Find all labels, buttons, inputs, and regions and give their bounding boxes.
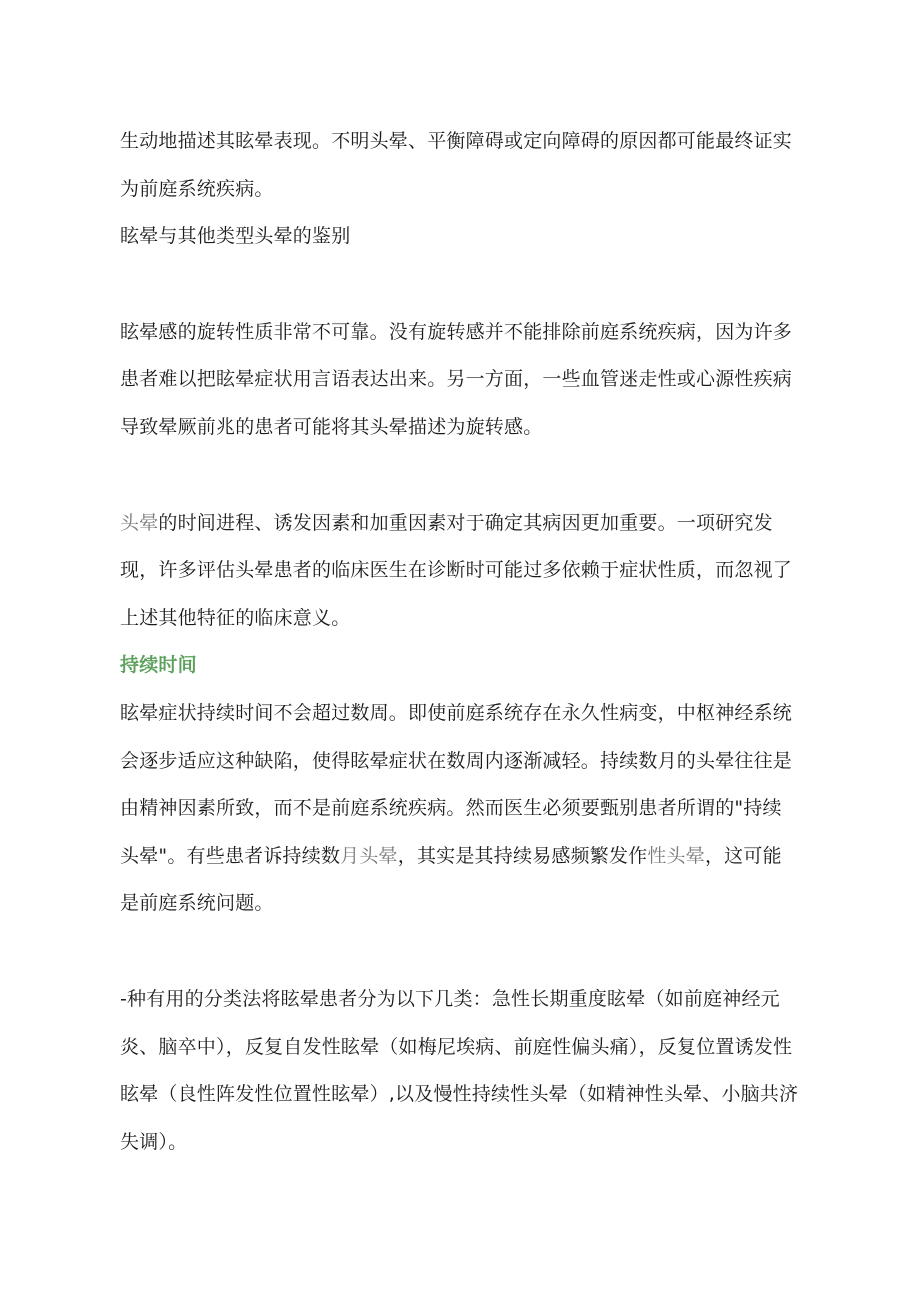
paragraph-text: ，这可能是前庭系统问题。 [120, 844, 782, 915]
paragraph-time-course [120, 500, 800, 643]
highlight-episodic-dizziness: 性头晕 [647, 844, 705, 867]
paragraph-text: 眩晕症状持续时间不会超过数周。即使前庭系统存在永久性病变，中枢神经系统会逐步适应这种缺陷，使得眩晕症状在数周内逐渐减轻。持续数月的头晕往往是由精神因素所致，而不是前庭系统疾病。然而医生必须要甄别患者所谓的"持续头晕"。有些患者诉持续数 [120, 701, 793, 867]
highlight-month-dizziness: 月头晕 [340, 844, 398, 867]
heading-duration: 持续时间 [120, 654, 197, 677]
section-subtitle: 眩晕与其他类型头晕的鉴别 [120, 225, 351, 248]
document-body [120, 118, 800, 1166]
paragraph-text: ，其实是其持续易感频繁发作 [397, 844, 648, 867]
spacer [120, 928, 800, 976]
spacer [120, 261, 800, 309]
paragraph-intro: 生动地描述其眩晕表现。不明头晕、平衡障碍或定向障碍的原因都可能最终证实为前庭系统疾病。 [120, 130, 793, 200]
paragraph-classification: -种有用的分类法将眩晕患者分为以下几类：急性长期重度眩晕（如前庭神经元炎、脑卒中），反复自发性眩晕（如梅尼埃病、前庭性偏头痛），反复位置诱发性眩晕（良性阵发性位置性眩晕）,以及慢性持续性头晕（如精神性头晕、小脑共济失调）。 [120, 987, 799, 1153]
spacer [120, 452, 800, 500]
highlight-dizziness: 头晕 [120, 511, 159, 534]
paragraph-rotation: 眩晕感的旋转性质非常不可靠。没有旋转感并不能排除前庭系统疾病，因为许多患者难以把眩晕症状用言语表达出来。另一方面，一些血管迷走性或心源性疾病导致晕厥前兆的患者可能将其头晕描述为旋转感。 [120, 320, 793, 438]
paragraph-duration [120, 690, 800, 928]
paragraph-text: 的时间进程、诱发因素和加重因素对于确定其病因更加重要。一项研究发现，许多评估头晕患者的临床医生在诊断时可能过多依赖于症状性质，而忽视了上述其他特征的临床意义。 [120, 511, 793, 629]
